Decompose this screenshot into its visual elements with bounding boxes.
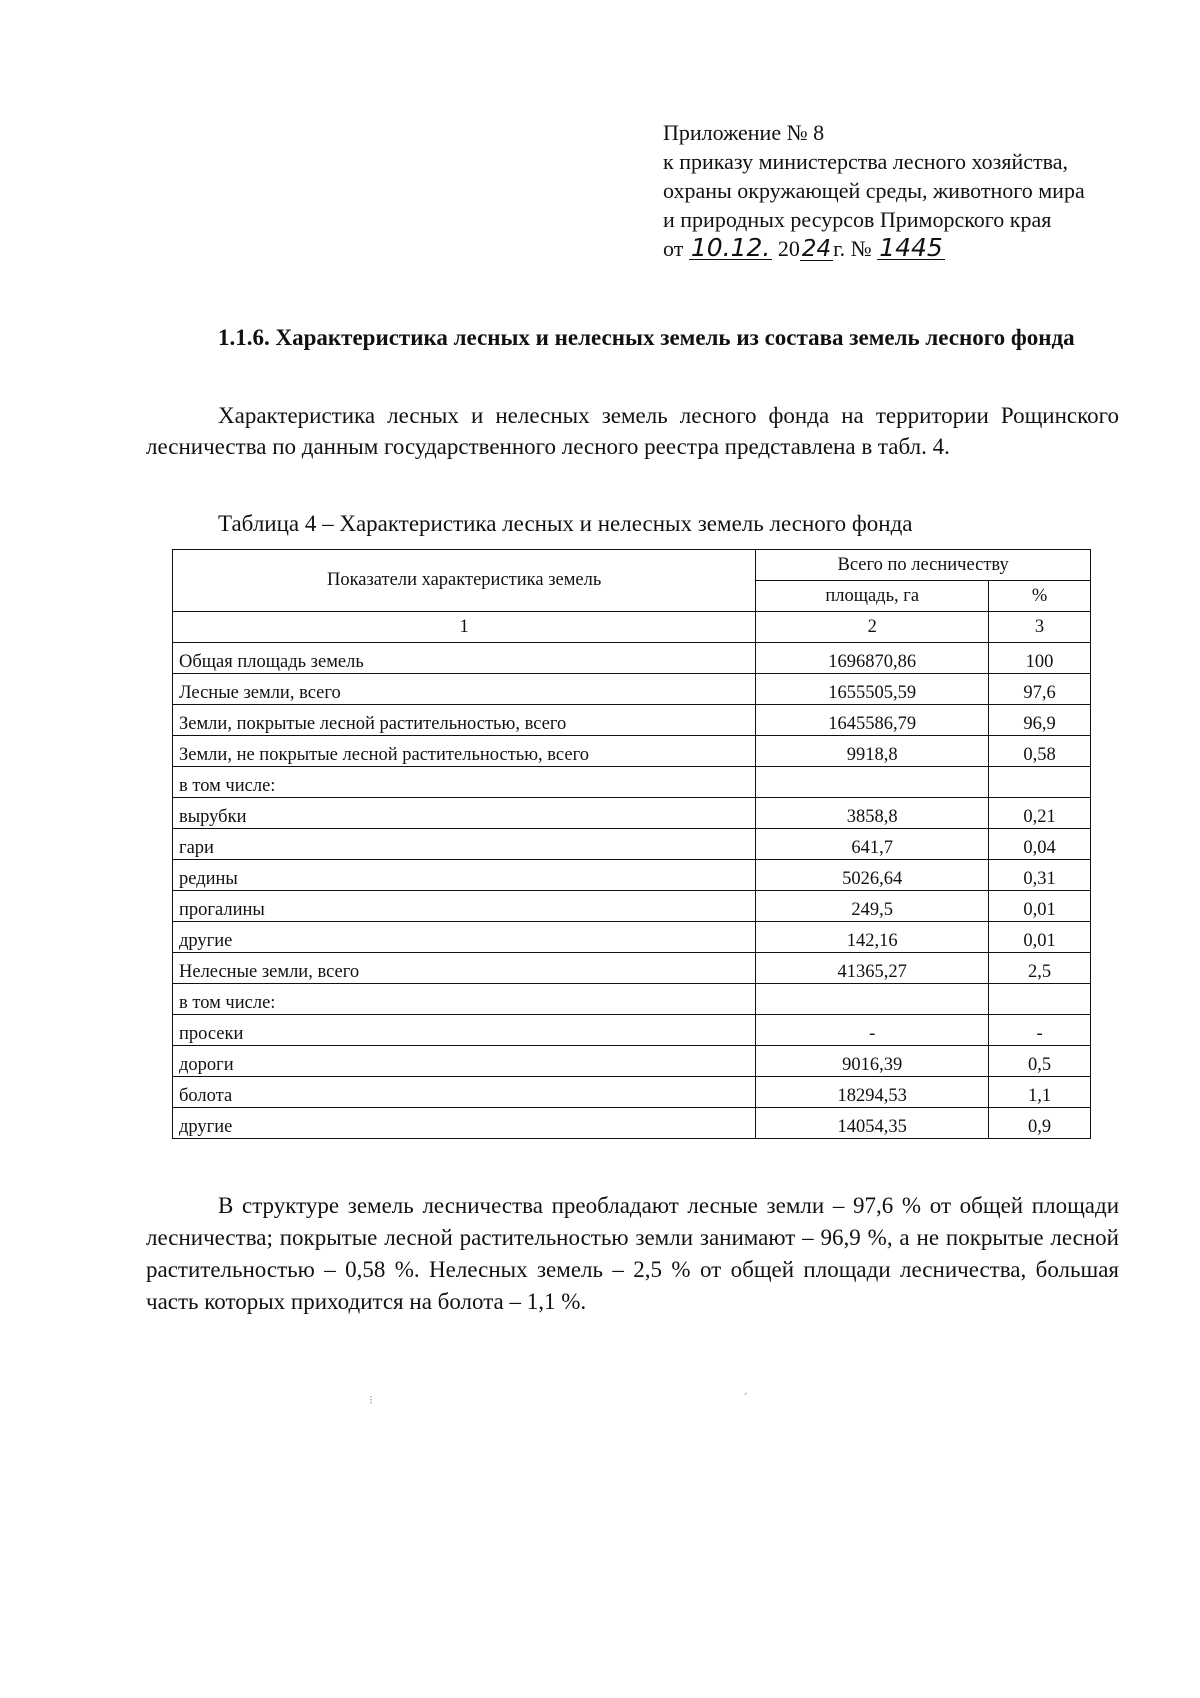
- table-row: [173, 953, 1091, 984]
- appendix-order-line: к приказу министерства лесного хозяйства,: [663, 149, 1069, 174]
- row-area: 14054,35: [756, 1108, 989, 1139]
- row-percent: 0,01: [989, 891, 1091, 922]
- row-name: болота: [173, 1077, 756, 1108]
- section-heading: 1.1.6. Характеристика лесных и нелесных земель из состава земель лесного фонда: [218, 325, 1075, 350]
- header-area: площадь, га: [756, 581, 989, 612]
- row-area: 641,7: [756, 829, 989, 860]
- year-prefix: 20: [777, 236, 800, 261]
- row-percent: 0,9: [989, 1108, 1091, 1139]
- row-percent: 0,21: [989, 798, 1091, 829]
- column-index-row: [173, 612, 1091, 643]
- column-index: 2: [756, 612, 989, 643]
- row-name: Общая площадь земель: [173, 643, 756, 674]
- row-area: 1655505,59: [756, 674, 989, 705]
- row-name: гари: [173, 829, 756, 860]
- row-percent: 2,5: [989, 953, 1091, 984]
- row-area: 18294,53: [756, 1077, 989, 1108]
- row-percent: -: [989, 1015, 1091, 1046]
- row-name: Лесные земли, всего: [173, 674, 756, 705]
- appendix-date-line: [663, 234, 1085, 263]
- handwritten-date: 10.12.: [690, 233, 771, 262]
- table-row: [173, 1077, 1091, 1108]
- appendix-block: [663, 118, 1085, 263]
- appendix-region-line: и природных ресурсов Приморского края: [663, 207, 1052, 232]
- row-name: Нелесные земли, всего: [173, 953, 756, 984]
- table-row: [173, 767, 1091, 798]
- row-area: 1696870,86: [756, 643, 989, 674]
- row-name: другие: [173, 1108, 756, 1139]
- row-name: Земли, покрытые лесной растительностью, всего: [173, 705, 756, 736]
- scan-speck-mark: ⁝: [369, 1393, 373, 1407]
- row-area: [756, 984, 989, 1015]
- row-name: Земли, не покрытые лесной растительностью, всего: [173, 736, 756, 767]
- row-name: дороги: [173, 1046, 756, 1077]
- scan-speck-mark: ˏ: [742, 1381, 748, 1395]
- column-index: 3: [989, 612, 1091, 643]
- row-area: 5026,64: [756, 860, 989, 891]
- row-percent: [989, 984, 1091, 1015]
- table-row: [173, 829, 1091, 860]
- row-percent: 0,04: [989, 829, 1091, 860]
- handwritten-year: 24: [801, 236, 832, 262]
- table-row: [173, 705, 1091, 736]
- table-row: [173, 984, 1091, 1015]
- table-row: [173, 798, 1091, 829]
- table-row: [173, 643, 1091, 674]
- table-row: [173, 891, 1091, 922]
- row-area: 3858,8: [756, 798, 989, 829]
- date-prefix: от: [663, 236, 684, 261]
- column-index: 1: [173, 612, 756, 643]
- row-area: 249,5: [756, 891, 989, 922]
- row-name: прогалины: [173, 891, 756, 922]
- row-percent: 0,31: [989, 860, 1091, 891]
- conclusion-paragraph: В структуре земель лесничества преобладают лесные земли – 97,6 % от общей площади лесничества; покрытые лесной растительностью земли занимают – 96,9 %, а не покрытые лесной растительностью – 0,58 %. Нелесных земель – 2,5 % от общей площади лесничества, большая часть которых приходится на болота – 1,1 %.: [146, 1193, 1119, 1314]
- row-name: другие: [173, 922, 756, 953]
- table-caption: Таблица 4 – Характеристика лесных и нелесных земель лесного фонда: [218, 511, 913, 536]
- table-row: [173, 1046, 1091, 1077]
- row-percent: 0,58: [989, 736, 1091, 767]
- row-name: редины: [173, 860, 756, 891]
- row-name: в том числе:: [173, 984, 756, 1015]
- table-row: [173, 860, 1091, 891]
- table-row: [173, 1108, 1091, 1139]
- row-area: -: [756, 1015, 989, 1046]
- intro-paragraph: Характеристика лесных и нелесных земель лесного фонда на территории Рощинского лесничества по данным государственного лесного реестра представлена в табл. 4.: [146, 403, 1119, 459]
- handwritten-order-number: 1445: [879, 233, 943, 262]
- header-total: Всего по лесничеству: [756, 550, 1091, 581]
- header-indicator: Показатели характеристика земель: [173, 550, 756, 612]
- row-percent: 97,6: [989, 674, 1091, 705]
- row-area: 9016,39: [756, 1046, 989, 1077]
- table-row: [173, 922, 1091, 953]
- row-percent: 100: [989, 643, 1091, 674]
- year-unit: г. №: [833, 236, 872, 261]
- table-row: [173, 674, 1091, 705]
- appendix-number: Приложение № 8: [663, 120, 825, 145]
- row-percent: [989, 767, 1091, 798]
- row-name: в том числе:: [173, 767, 756, 798]
- table-row: [173, 736, 1091, 767]
- row-percent: 1,1: [989, 1077, 1091, 1108]
- row-area: 142,16: [756, 922, 989, 953]
- row-percent: 96,9: [989, 705, 1091, 736]
- row-area: 1645586,79: [756, 705, 989, 736]
- land-characteristics-table: [172, 549, 1091, 1139]
- row-area: 9918,8: [756, 736, 989, 767]
- row-name: вырубки: [173, 798, 756, 829]
- row-percent: 0,01: [989, 922, 1091, 953]
- table-row: [173, 1015, 1091, 1046]
- row-percent: 0,5: [989, 1046, 1091, 1077]
- row-name: просеки: [173, 1015, 756, 1046]
- row-area: 41365,27: [756, 953, 989, 984]
- row-area: [756, 767, 989, 798]
- appendix-ministry-line: охраны окружающей среды, животного мира: [663, 178, 1085, 203]
- header-percent: %: [989, 581, 1091, 612]
